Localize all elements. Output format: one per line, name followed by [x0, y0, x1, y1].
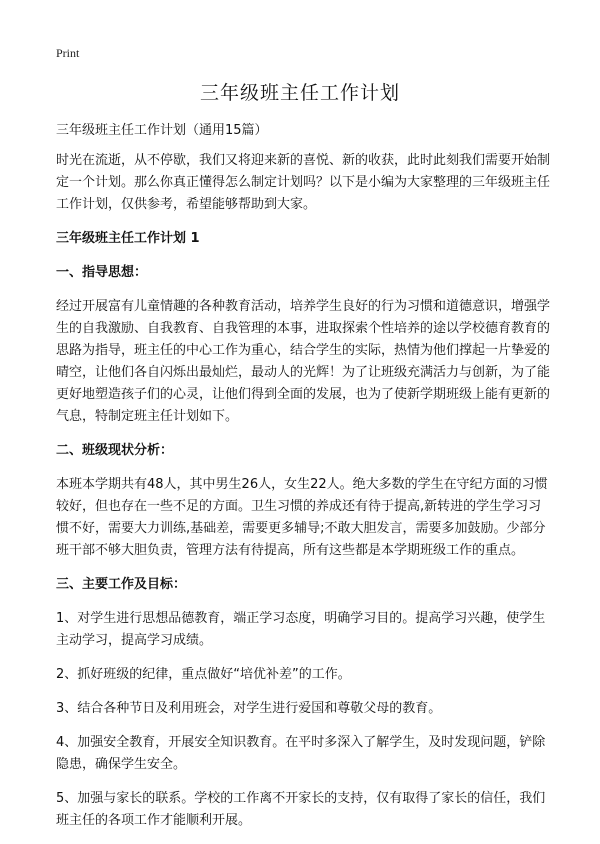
goal-item: 3、结合各种节日及利用班会，对学生进行爱国和尊敬父母的教育。	[56, 701, 442, 716]
heading-class-status: 二、班级现状分析：	[56, 443, 174, 458]
class-status-paragraph: 本班本学期共有48人，其中男生26人，女生22人。绝大多数的学生在守纪方面的习惯较好，但也存在一些不足的方面。卫生习惯的养成还有待于提高,新转进的学生学习习惯不好，需要大力训练,基础差，需要更多辅导;不敢大胆发言，需要多加鼓励。少部分班干部不够大胆负责，管理方法有待提高，所有这些都是本学期班级工作的重点。	[56, 477, 548, 558]
guiding-thought-paragraph: 经过开展富有儿童情趣的各种教育活动，培养学生良好的行为习惯和道德意识，增强学生的自我激励、自我教育、自我管理的本事，进取探索个性培养的途以学校德育教育的思路为指导，班主任的中心工作为重心，结合学生的实际，热情为他们撑起一片挚爱的晴空，让他们各自闪烁出最灿烂，最动人的光辉！为了让班级充满活力与创新，为了能更好地塑造孩子们的心灵，让他们得到全面的发展，也为了使新学期班级上能有更新的气息，特制定班主任计划如下。	[56, 299, 551, 424]
heading-main-goals: 三、主要工作及目标：	[56, 577, 187, 592]
print-link[interactable]: Print	[56, 46, 80, 60]
page-title: 三年级班主任工作计划	[199, 82, 400, 104]
goal-item: 2、抓好班级的纪律，重点做好“培优补差”的工作。	[56, 667, 351, 682]
goal-item: 1、对学生进行思想品德教育，端正学习态度，明确学习目的。提高学习兴趣，使学生主动学习，提高学习成绩。	[56, 611, 546, 648]
goal-item: 4、加强安全教育，开展安全知识教育。在平时多深入了解学生，及时发现问题，铲除隐患，确保学生安全。	[56, 735, 546, 772]
heading-guiding-thought: 一、指导思想：	[56, 265, 148, 280]
document-subtitle: 三年级班主任工作计划（通用15篇）	[56, 123, 268, 138]
document-body	[56, 120, 550, 844]
goal-item: 5、加强与家长的联系。学校的工作离不开家长的支持，仅有取得了家长的信任，我们班主任的各项工作才能顺利开展。	[56, 791, 546, 828]
intro-paragraph: 时光在流逝，从不停歇，我们又将迎来新的喜悦、新的收获，此时此刻我们需要开始制定一个计划。那么你真正懂得怎么制定计划吗？以下是小编为大家整理的三年级班主任工作计划，仅供参考，希望能够帮助到大家。	[56, 153, 551, 212]
section-title: 三年级班主任工作计划 1	[56, 231, 200, 246]
